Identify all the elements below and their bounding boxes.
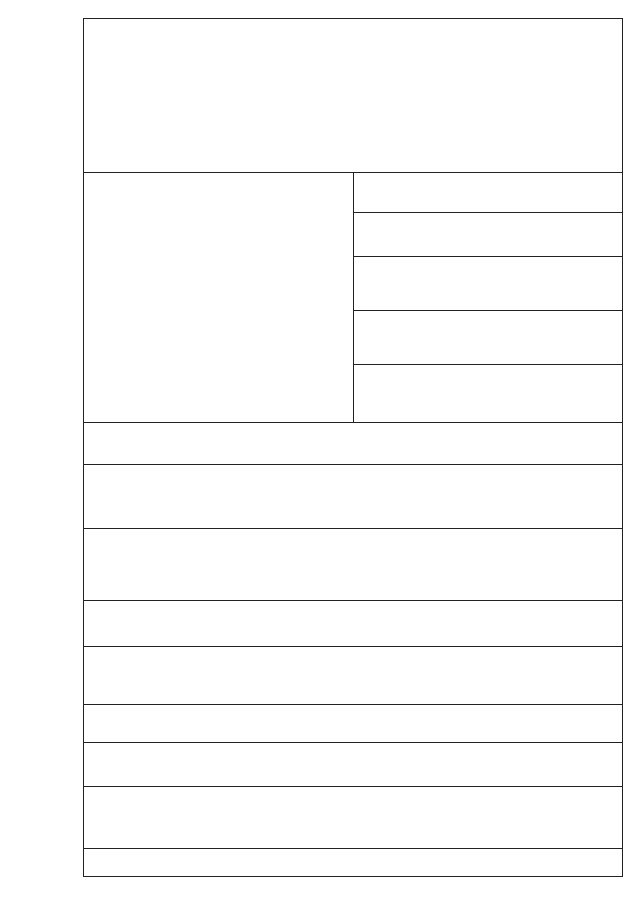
document-sheet xyxy=(83,19,623,877)
header-local xyxy=(353,213,623,257)
table-body xyxy=(84,19,623,877)
header-capacity xyxy=(84,601,623,647)
header-terms xyxy=(84,647,623,705)
header-grbs xyxy=(84,743,623,787)
header-regional xyxy=(353,257,623,311)
header-result xyxy=(84,19,623,173)
header-period xyxy=(84,423,623,465)
header-form xyxy=(84,705,623,743)
header-name xyxy=(84,787,623,849)
header-row-1 xyxy=(84,19,354,877)
header-num xyxy=(84,849,623,877)
header-cost xyxy=(84,465,623,529)
header-attracted xyxy=(353,173,623,213)
program-table xyxy=(83,18,623,877)
header-design-docs xyxy=(84,529,623,601)
header-total xyxy=(353,365,623,423)
header-funding-group xyxy=(84,173,354,423)
header-federal xyxy=(353,311,623,365)
